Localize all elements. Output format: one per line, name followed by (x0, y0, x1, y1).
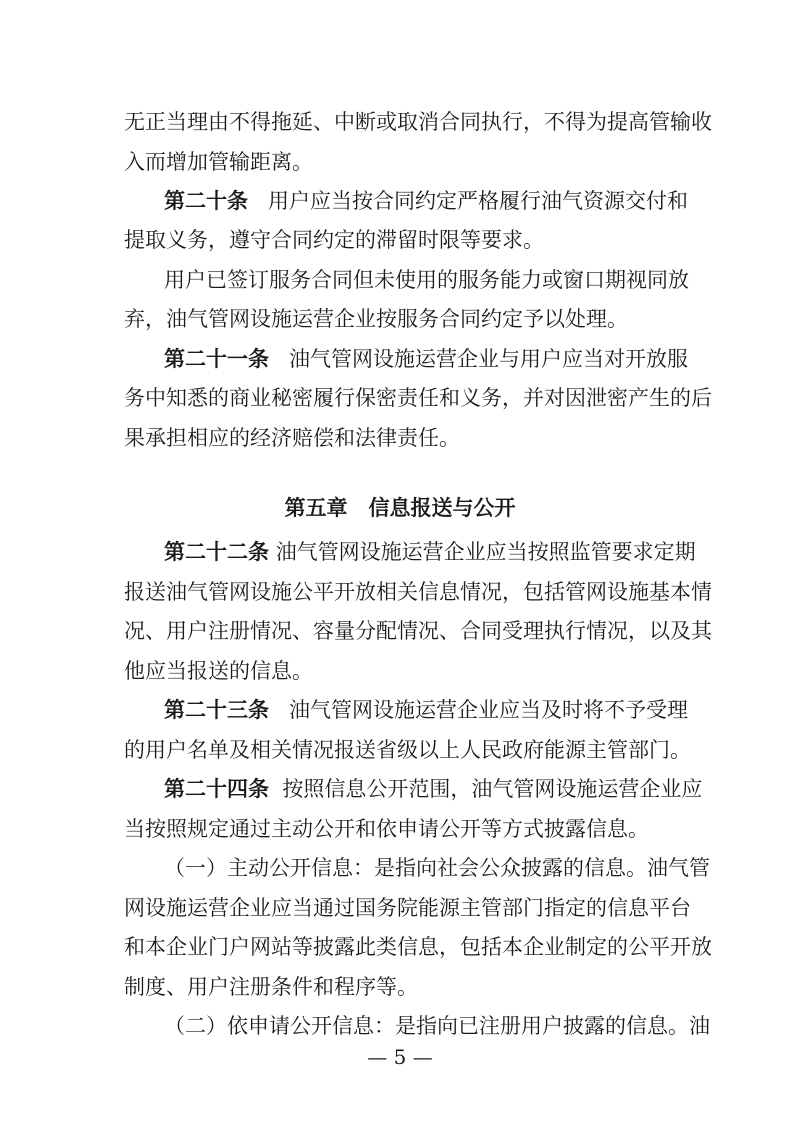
text-line: 用户已签订服务合同但未使用的服务能力或窗口期视同放 (164, 268, 689, 292)
article-20-line-1 (164, 187, 688, 215)
article-text: 油气管网设施运营企业与用户应当对开放服 (289, 347, 689, 371)
text-line: 网设施运营企业应当通过国务院能源主管部门指定的信息平台 (124, 896, 691, 920)
chapter-heading: 第五章 信息报送与公开 (284, 496, 516, 520)
article-label: 第二十四条 (164, 776, 269, 801)
text-line: 当按照规定通过主动公开和依申请公开等方式披露信息。 (124, 817, 649, 841)
article-label: 第二十一条 (164, 346, 269, 371)
text-line: 果承担相应的经济赔偿和法律责任。 (124, 426, 460, 450)
article-24-line-1 (164, 775, 702, 803)
page-number: — 5 — (367, 1045, 433, 1069)
article-text: 按照信息公开范围，油气管网设施运营企业应 (282, 777, 703, 801)
text-line: 报送油气管网设施公平开放相关信息情况，包括管网设施基本情 (124, 580, 712, 604)
text-line: 制度、用户注册条件和程序等。 (124, 975, 418, 999)
text-line: （二）依申请公开信息：是指向已注册用户披露的信息。油 (164, 1014, 710, 1038)
text-line: 入而增加管输距离。 (124, 150, 313, 174)
article-label: 第二十二条 (164, 539, 269, 564)
text-line: （一）主动公开信息：是指向社会公众披露的信息。油气管 (164, 856, 710, 880)
text-line: 和本企业门户网站等披露此类信息，包括本企业制定的公平开放 (124, 935, 712, 959)
article-label: 第二十条 (164, 188, 248, 213)
article-text: 油气管网设施运营企业应当及时将不予受理 (289, 698, 689, 722)
text-line: 务中知悉的商业秘密履行保密责任和义务，并对因泄密产生的后 (124, 386, 712, 410)
article-21-line-1 (164, 345, 688, 373)
article-22-line-1 (164, 538, 696, 566)
article-text: 油气管网设施运营企业应当按照监管要求定期 (275, 540, 696, 564)
text-line: 的用户名单及相关情况报送省级以上人民政府能源主管部门。 (124, 738, 691, 762)
article-text: 用户应当按合同约定严格履行油气资源交付和 (268, 189, 689, 213)
text-line: 弃，油气管网设施运营企业按服务合同约定予以处理。 (124, 307, 628, 331)
text-line: 况、用户注册情况、容量分配情况、合同受理执行情况，以及其 (124, 619, 712, 643)
text-line: 提取义务，遵守合同约定的滞留时限等要求。 (124, 228, 544, 252)
text-line: 无正当理由不得拖延、中断或取消合同执行，不得为提高管输收 (124, 110, 712, 134)
text-line: 他应当报送的信息。 (124, 659, 313, 683)
article-label: 第二十三条 (164, 697, 269, 722)
article-23-line-1 (164, 696, 688, 724)
